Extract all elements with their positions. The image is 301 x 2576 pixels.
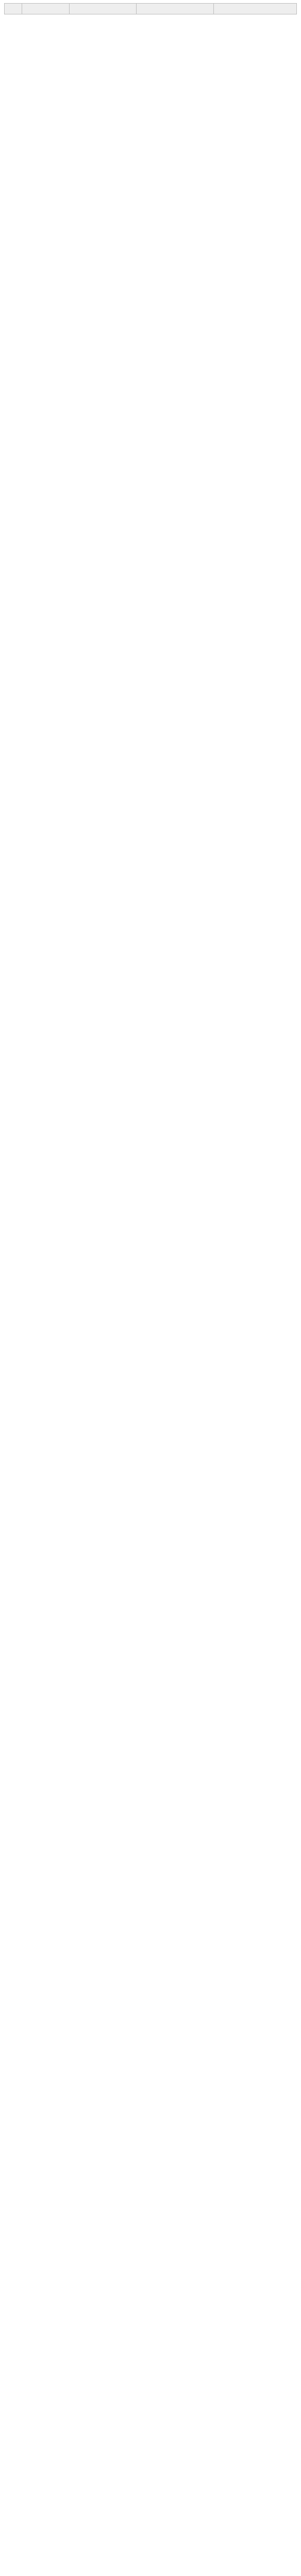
column-header bbox=[5, 4, 22, 14]
column-header bbox=[137, 4, 214, 14]
column-header bbox=[70, 4, 137, 14]
table-header-row bbox=[5, 4, 297, 14]
column-header bbox=[22, 4, 70, 14]
column-header bbox=[214, 4, 297, 14]
data-table bbox=[4, 3, 297, 14]
